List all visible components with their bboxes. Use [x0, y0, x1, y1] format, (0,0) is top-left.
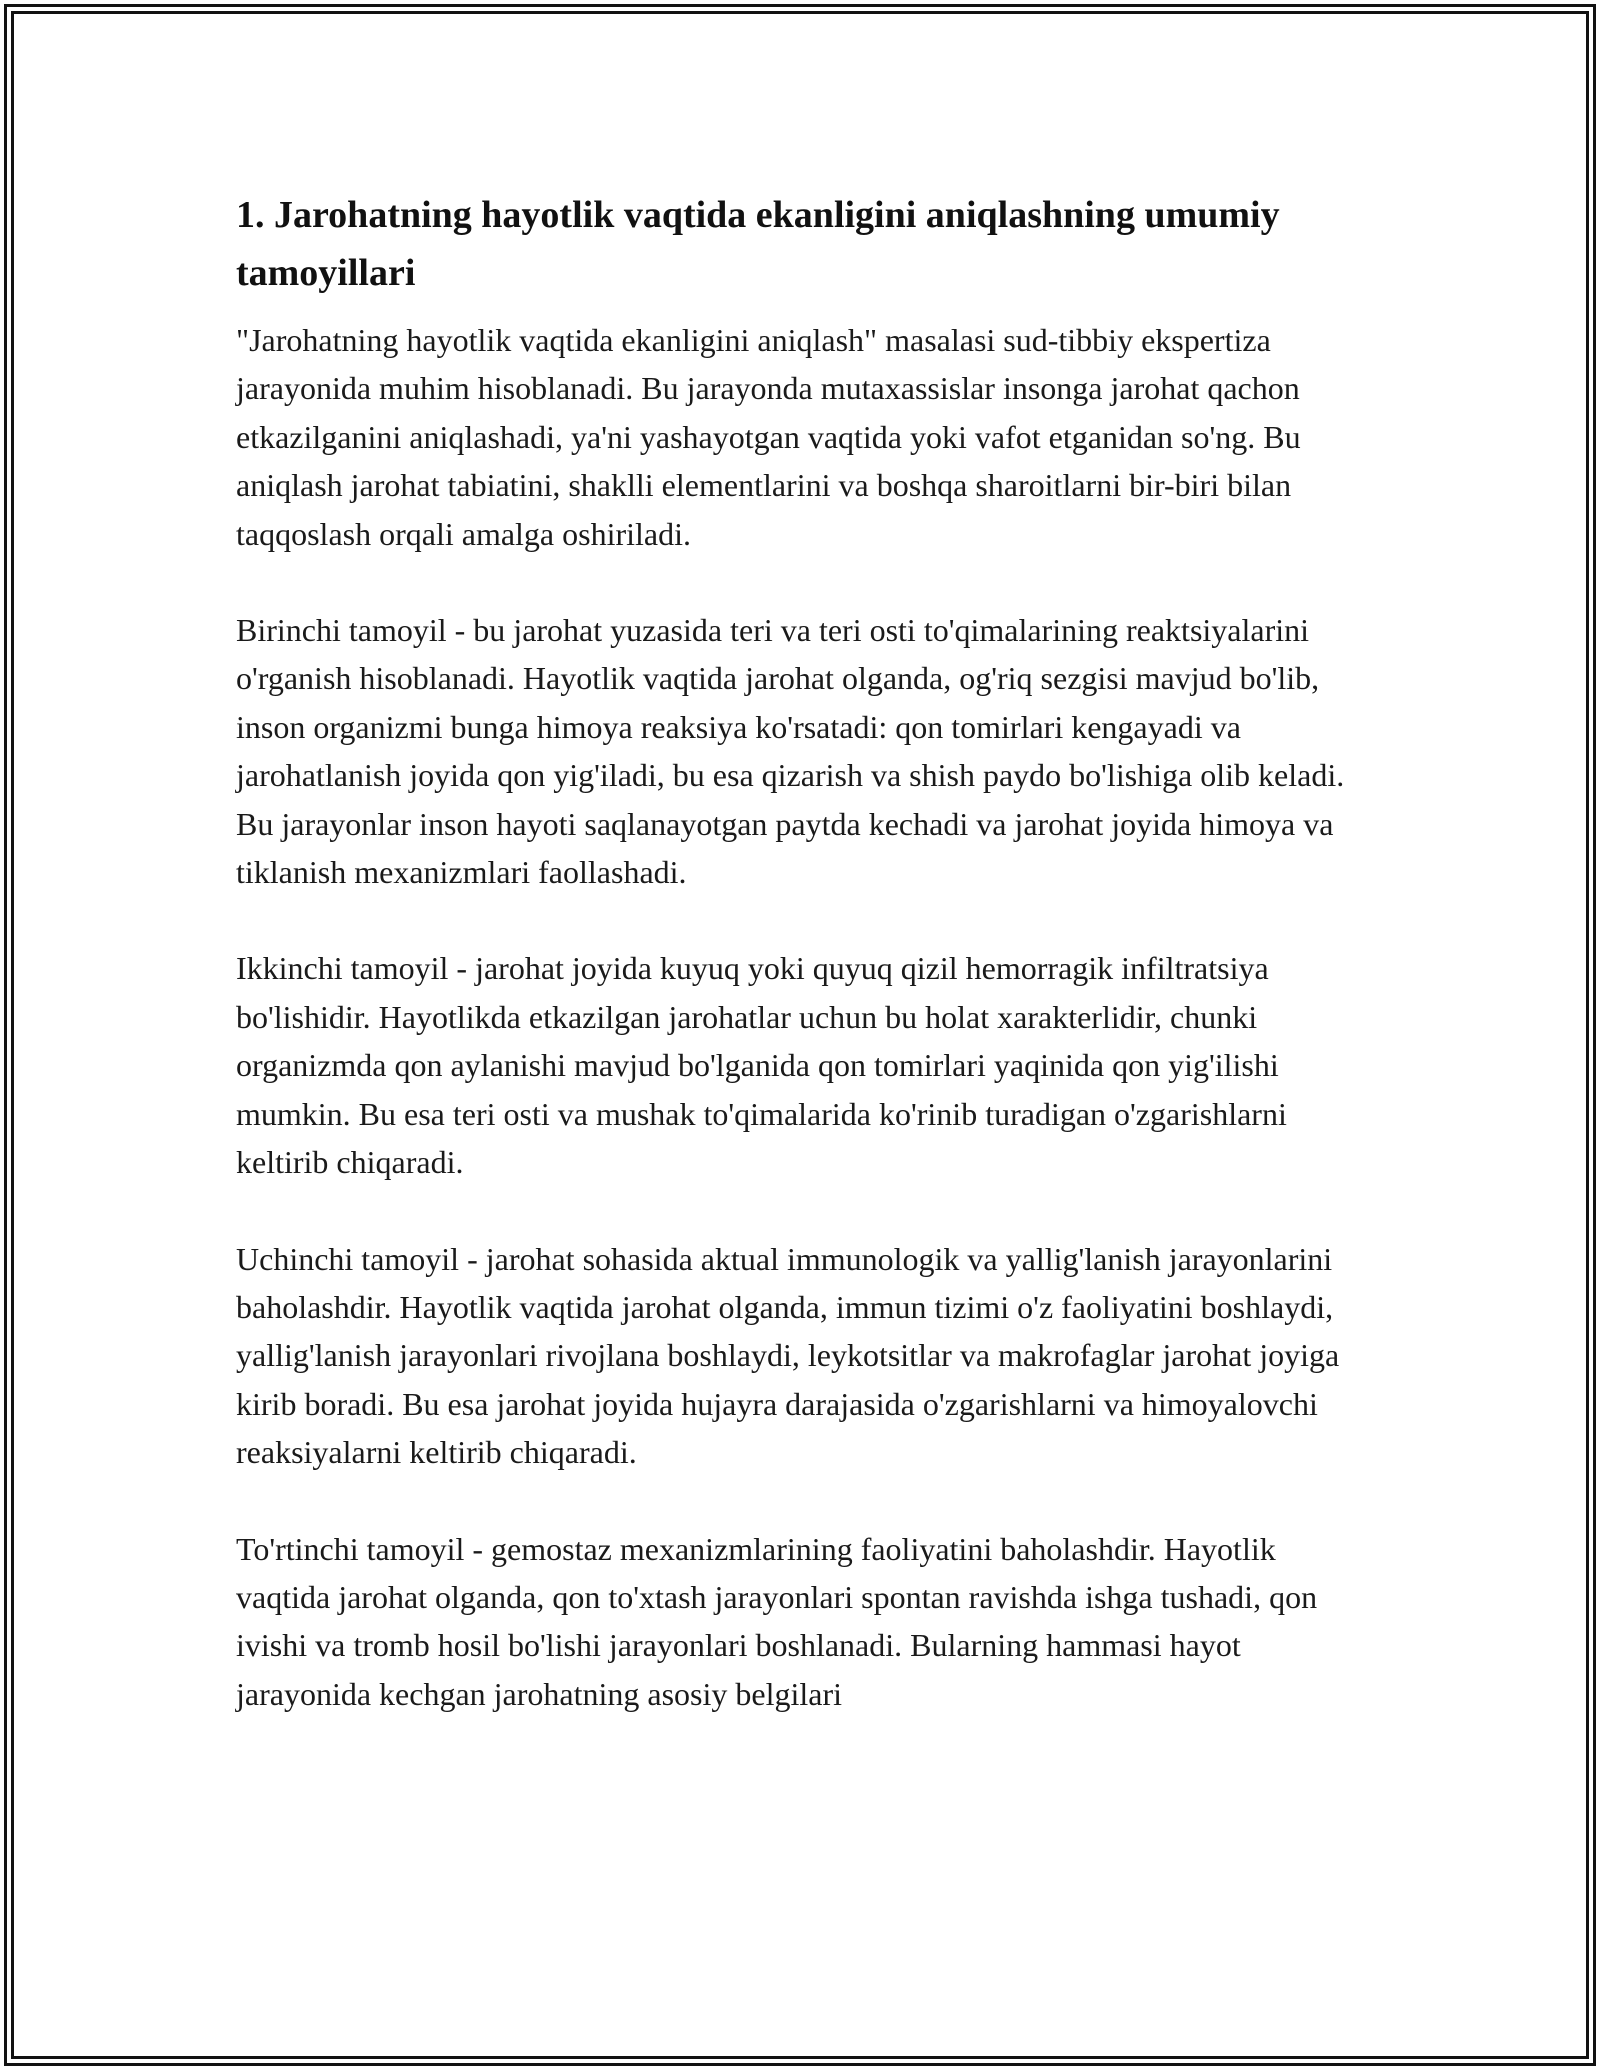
paragraph-third-principle: Uchinchi tamoyil - jarohat sohasida aktual immunologik va yallig'lanish jarayonlarini baholashdir. Hayotlik vaqtida jarohat olganda, immun tizimi o'z faoliyatini boshlaydi, yallig'lanish jarayonlari rivojlana boshlaydi, leykotsitlar va makrofaglar jarohat joyiga kirib boradi. Bu esa jarohat joyida hujayra darajasida o'zgarishlarni va himoyalovchi reaksiyalarni keltirib chiqaradi. [236, 1240, 1340, 1471]
document-body [236, 186, 1366, 1766]
paragraph-intro: "Jarohatning hayotlik vaqtida ekanligini aniqlash" masalasi sud-tibbiy ekspertiza jarayonida muhim hisoblanadi. Bu jarayonda mutaxassislar insonga jarohat qachon etkazilganini aniqlashadi, ya'ni yashayotgan vaqtida yoki vafot etganidan so'ng. Bu aniqlash jarohat tabiatini, shaklli elementlarini va boshqa sharoitlarni bir-biri bilan taqqoslash orqali amalga oshiriladi. [236, 322, 1301, 552]
section-heading: 1. Jarohatning hayotlik vaqtida ekanligini aniqlashning umumiy tamoyillari [236, 194, 1280, 294]
paragraph-fourth-principle: To'rtinchi tamoyil - gemostaz mexanizmlarining faoliyatini baholashdir. Hayotlik vaqtida jarohat olganda, qon to'xtash jarayonlari spontan ravishda ishga tushadi, qon ivishi va tromb hosil bo'lishi jarayonlari boshlanadi. Bularning hammasi hayot jarayonida kechgan jarohatning asosiy belgilari [236, 1530, 1318, 1712]
paragraph-first-principle: Birinchi tamoyil - bu jarohat yuzasida teri va teri osti to'qimalarining reaktsiyalarini o'rganish hisoblanadi. Hayotlik vaqtida jarohat olganda, og'riq sezgisi mavjud bo'lib, inson organizmi bunga himoya reaksiya ko'rsatadi: qon tomirlari kengayadi va jarohatlanish joyida qon yig'iladi, bu esa qizarish va shish paydo bo'lishiga olib keladi. Bu jarayonlar inson hayoti saqlanayotgan paytda kechadi va jarohat joyida himoya va tiklanish mexanizmlari faollashadi. [236, 612, 1345, 891]
paragraph-second-principle: Ikkinchi tamoyil - jarohat joyida kuyuq yoki quyuq qizil hemorragik infiltratsiya bo'lishidir. Hayotlikda etkazilgan jarohatlar uchun bu holat xarakterlidir, chunki organizmda qon aylanishi mavjud bo'lganida qon tomirlari yaqinida qon yig'ilishi mumkin. Bu esa teri osti va mushak to'qimalarida ko'rinib turadigan o'zgarishlarni keltirib chiqaradi. [236, 950, 1287, 1181]
